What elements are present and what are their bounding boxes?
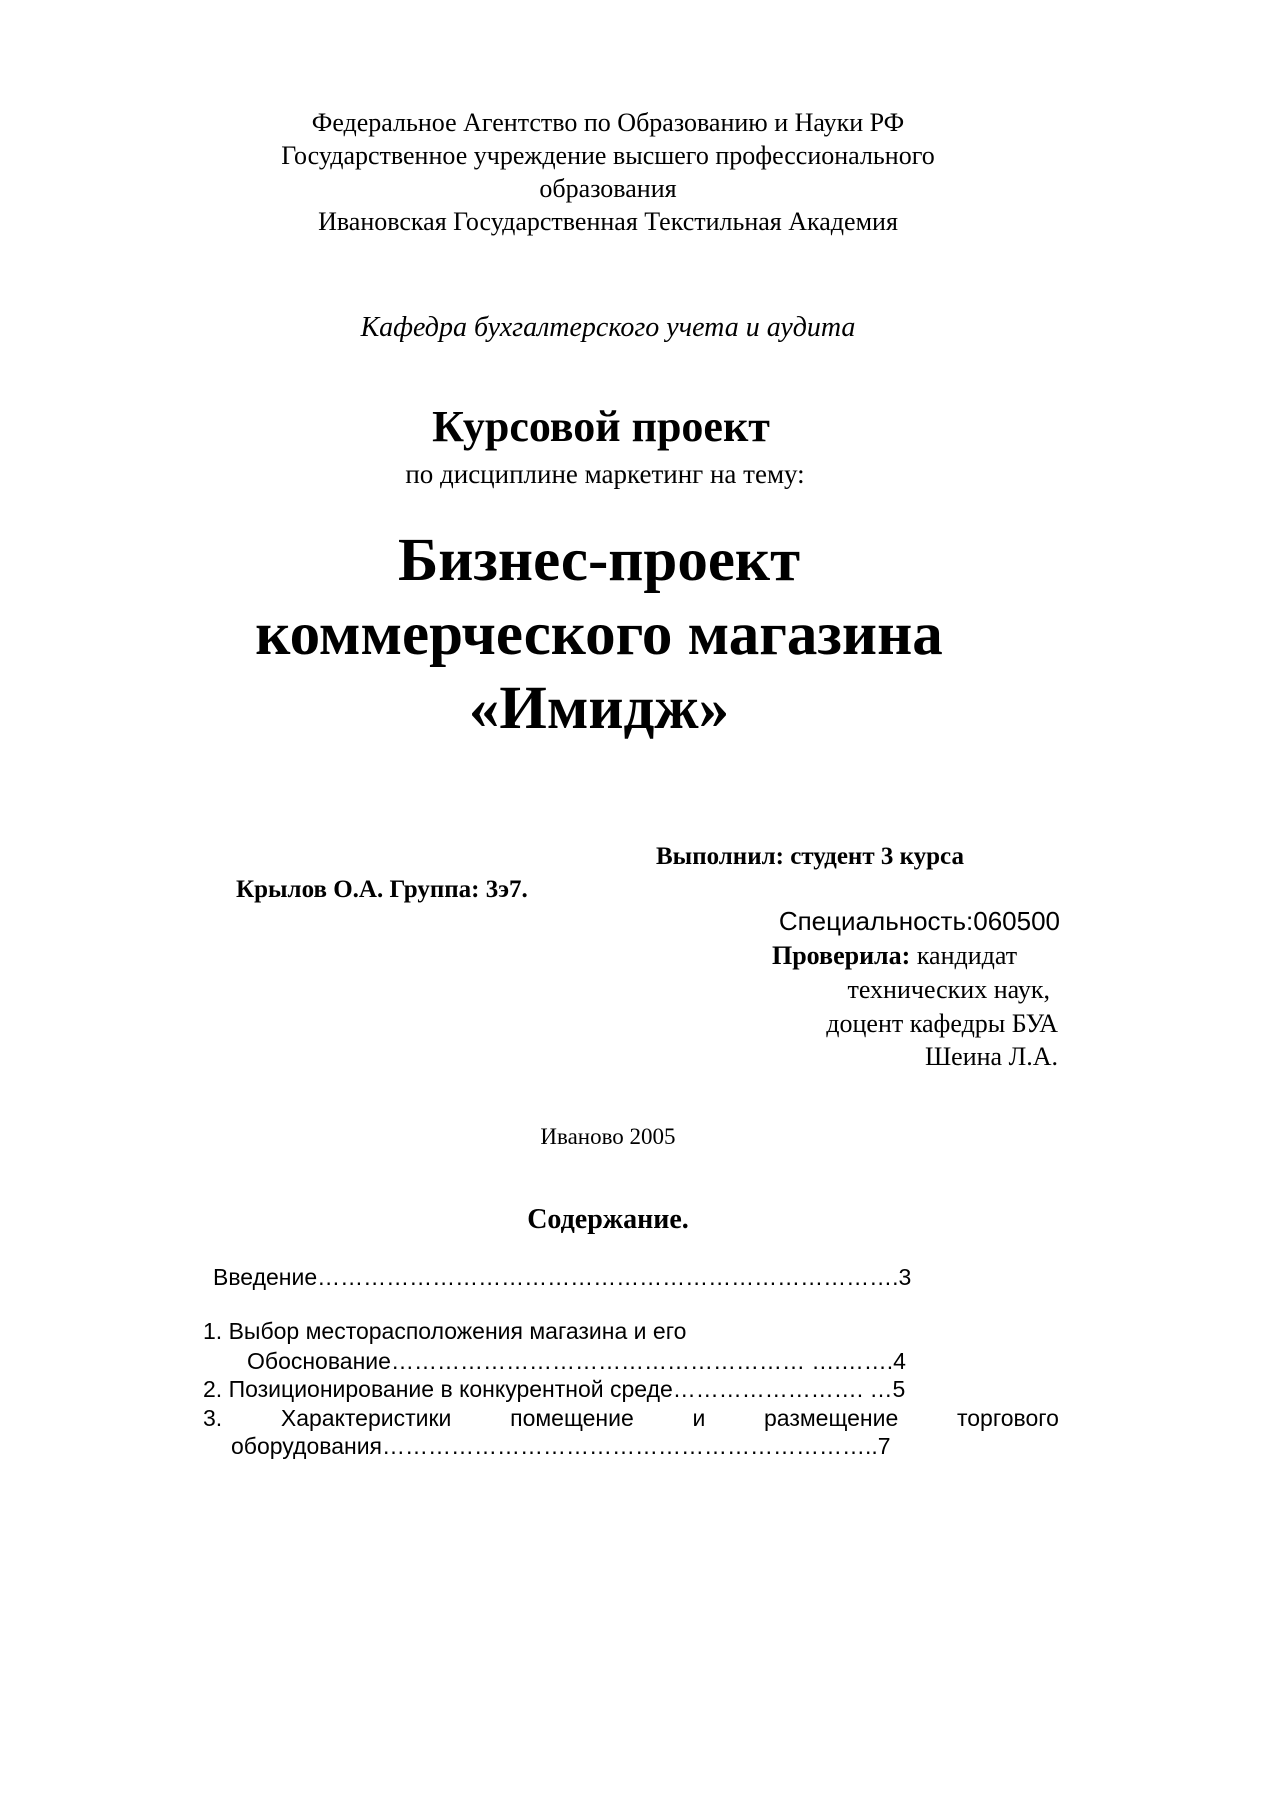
toc-intro: Введение………………………………………………………………….3 (213, 1264, 912, 1290)
course-subtitle: по дисциплине маркетинг на тему: (405, 459, 805, 489)
specialty: Специальность:060500 (778, 906, 1060, 936)
toc-item-2: 2. Позиционирование в конкурентной среде……………………. …5 (203, 1376, 906, 1402)
toc-title: Содержание. (527, 1204, 689, 1235)
performed-by: Выполнил: студент 3 курса (656, 843, 964, 870)
department-name: Кафедра бухгалтерского учета и аудита (360, 312, 856, 343)
toc-item-1-continued: Обоснование……………………………………………… ….…….4 (247, 1348, 906, 1374)
toc-item-3 (203, 1405, 1059, 1432)
toc-item-3-word: 3. (203, 1405, 223, 1431)
city-year: Иваново 2005 (540, 1124, 676, 1149)
student-name-group: Крылов О.А. Группа: 3э7. (236, 876, 528, 903)
toc-item-1: 1. Выбор месторасположения магазина и его (203, 1318, 687, 1344)
reviewer-title: кандидат (910, 941, 1018, 970)
reviewer-name: Шеина Л.А. (924, 1042, 1058, 1071)
course-title: Курсовой проект (432, 402, 770, 451)
topic-line-3: «Имидж» (468, 675, 730, 742)
toc-item-3-word: помещение (510, 1405, 634, 1431)
toc-item-3-word: торгового (956, 1405, 1059, 1431)
reviewer-line-2: технических наук, (847, 975, 1050, 1004)
toc-item-3-word: размещение (764, 1405, 899, 1431)
reviewer-line-3: доцент кафедры БУА (826, 1009, 1058, 1038)
topic-line-2: коммерческого магазина (255, 601, 943, 668)
topic-line-1: Бизнес-проект (397, 527, 801, 594)
toc-item-3-continued: оборудования………………………………………………………..7 (231, 1433, 891, 1459)
toc-item-3-word: Характеристики (280, 1405, 452, 1431)
header-line-agency: Федеральное Агентство по Образованию и Науки РФ (311, 108, 905, 137)
reviewer-line-1 (772, 941, 1017, 971)
header-line-institution: Государственное учреждение высшего профессионального (281, 141, 935, 170)
header-line-academy: Ивановская Государственная Текстильная Академия (318, 207, 898, 236)
header-line-education: образования (539, 174, 677, 203)
toc-item-3-word: и (692, 1405, 706, 1431)
reviewer-label: Проверила: (772, 941, 911, 970)
